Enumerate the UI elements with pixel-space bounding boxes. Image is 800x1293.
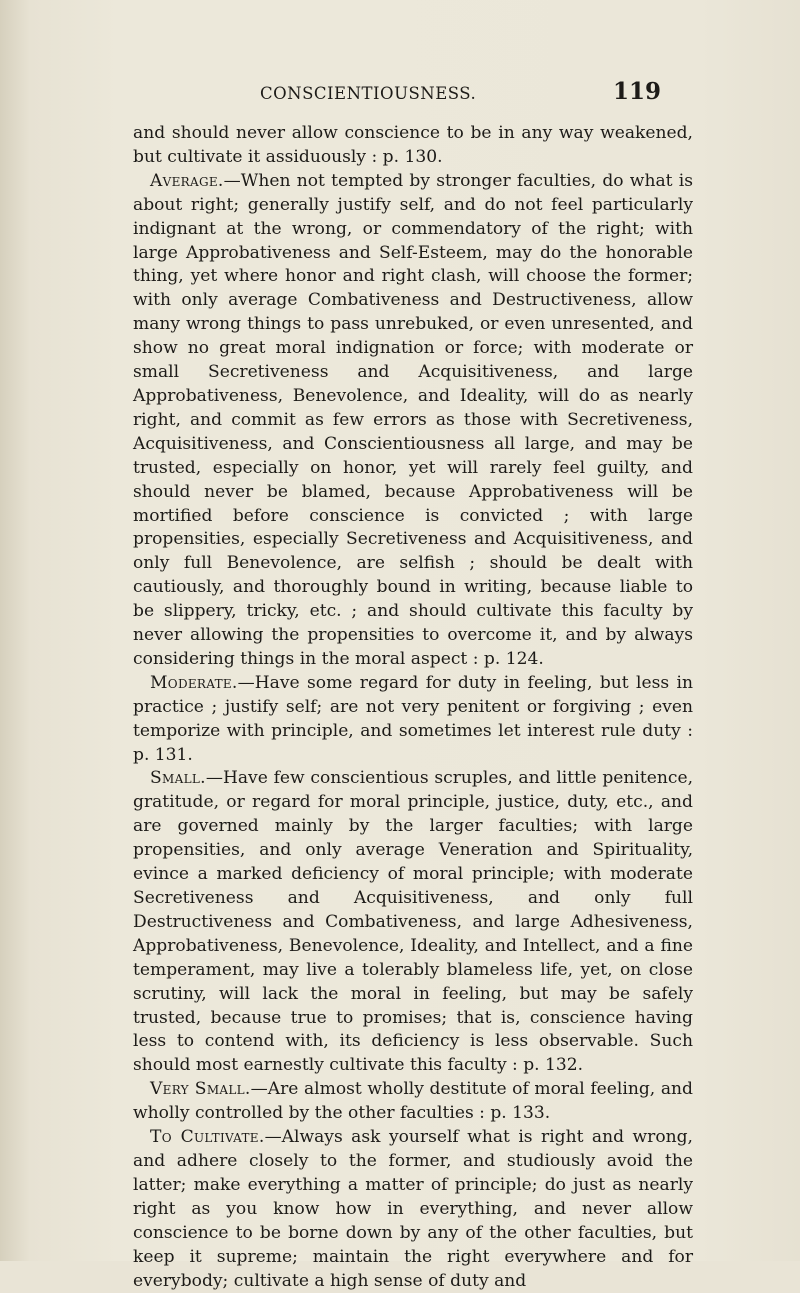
paragraph-lead: Moderate. bbox=[150, 672, 238, 693]
paragraph-lead: Small. bbox=[150, 768, 206, 789]
page-number: 119 bbox=[613, 78, 662, 105]
paragraph-average bbox=[133, 170, 693, 672]
paragraph-text: —Have some regard for duty in feeling, but less in practice ; justify self; are not very penitent or forgiving ; even temporize with principle, and sometimes let interest rule duty : p. 131. bbox=[133, 672, 693, 765]
body-text bbox=[133, 122, 693, 1293]
paragraph-moderate bbox=[133, 672, 693, 768]
paragraph-text: —Have few conscientious scruples, and little penitence, gratitude, or regard for moral principle, justice, duty, etc., and are governed mainly by the larger faculties; with large propensities, and only average Veneration and Spirituality, evince a marked deficiency of moral principle; with moderate Secretiveness and Acquisitiveness, and only full Destructiveness and Combativeness, and large Adhesiveness, Approbativeness, Benevolence, Ideality, and Intellect, and a fine temperament, may live a tolerably blameless life, yet, on close scrutiny, will lack the moral in feeling, but may be safely trusted, because true to promises; that is, conscience having less to contend with, its deficiency is less observable. Such should most earnestly cultivate this faculty : p. 132. bbox=[133, 768, 693, 1076]
paragraph-text: and should never allow conscience to be in any way weakened, but cultivate it assiduously : p. 130. bbox=[133, 123, 693, 167]
paragraph-lead: Average. bbox=[150, 170, 224, 191]
paragraph-very-small bbox=[133, 1078, 693, 1126]
page-header bbox=[0, 78, 800, 108]
paragraph-small bbox=[133, 767, 693, 1078]
paragraph-lead: To Cultivate. bbox=[150, 1127, 265, 1148]
paragraph-text: —When not tempted by stronger faculties, do what is about right; generally justify self, and do not feel particularly indignant at the wrong, or commendatory of the right; with large Approbativeness and Self-Esteem, may do the honorable thing, yet where honor and right clash, will choose the former; with only average Combativeness and Destructiveness, allow many wrong things to pass unrebuked, or even unresented, and show no great moral indignation or force; with moderate or small Secretiveness and Acquisitiveness, and large Approbativeness, Benevolence, and Ideality, will do as nearly right, and commit as few errors as those with Secretiveness, Acquisitiveness, and Conscientiousness all large, and may be trusted, especially on honor, yet will rarely feel guilty, and should never be blamed, because Approbativeness will be mortified before conscience is convicted ; with large propensities, especially Secretiveness and Acquisitiveness, and only full Benevolence, are selfish ; should be dealt with cautiously, and thoroughly bound in writing, because liable to be slippery, tricky, etc. ; and should cultivate this faculty by never allowing the propensities to overcome it, and by always considering things in the moral aspect : p. 124. bbox=[133, 170, 693, 669]
paragraph-lead: Very Small. bbox=[150, 1079, 251, 1100]
paragraph-to-cultivate bbox=[133, 1126, 693, 1293]
running-title: CONSCIENTIOUSNESS. bbox=[260, 84, 477, 103]
paragraph-continuation bbox=[133, 122, 693, 170]
paragraph-text: —Always ask yourself what is right and wrong, and adhere closely to the former, and studiously avoid the latter; make everything a matter of principle; do just as nearly right as you know how in everything, and never allow conscience to be borne down by any of the other faculties, but keep it supreme; maintain the right everywhere and for everybody; cultivate a high sense of duty and bbox=[133, 1127, 693, 1291]
paragraph-text: —Are almost wholly destitute of moral feeling, and wholly controlled by the other faculties : p. 133. bbox=[133, 1079, 693, 1124]
